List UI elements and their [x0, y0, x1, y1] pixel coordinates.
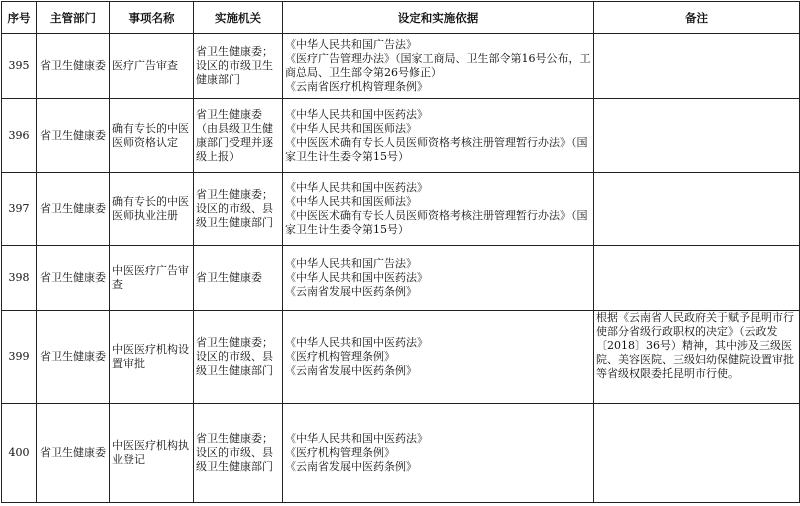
cell-dept: 省卫生健康委: [37, 173, 110, 246]
basis-line: 《云南省发展中医药条例》: [285, 460, 417, 473]
basis-line: 《中华人民共和国中医药法》: [285, 271, 428, 284]
cell-remark: [594, 34, 800, 99]
cell-remark: [594, 404, 800, 503]
cell-item: 确有专长的中医医师执业注册: [110, 173, 194, 246]
cell-item: 中医医疗机构执业登记: [110, 404, 194, 503]
basis-line: 《中华人民共和国中医药法》: [285, 432, 428, 445]
cell-basis: [283, 99, 594, 173]
table-row: [2, 404, 800, 503]
cell-agency: 省卫生健康委；设区的市级卫生健康部门: [194, 34, 283, 99]
cell-item: 医疗广告审查: [110, 34, 194, 99]
cell-remark: 根据《云南省人民政府关于赋予昆明市行使部分省级行政职权的决定》（云政发〔2018〕36号）精神，其中涉及三级医院、美容医院、三级妇幼保健院设置审批等省级权限委托昆明市行使。: [594, 311, 800, 404]
basis-line: 《云南省发展中医药条例》: [285, 364, 417, 377]
header-seq: 序号: [2, 2, 37, 34]
table-row: [2, 99, 800, 173]
cell-agency: 省卫生健康委；设区的市级、县级卫生健康部门: [194, 311, 283, 404]
cell-seq: 395: [2, 34, 37, 99]
items-table: [1, 1, 800, 503]
cell-agency: 省卫生健康委（由县级卫生健康部门受理并逐级上报）: [194, 99, 283, 173]
table-row: [2, 34, 800, 99]
header-basis: 设定和实施依据: [283, 2, 594, 34]
header-row: [2, 2, 800, 34]
basis-line: 《医疗机构管理条例》: [285, 446, 395, 459]
basis-line: 《中华人民共和国中医药法》: [285, 336, 428, 349]
cell-seq: 398: [2, 246, 37, 311]
header-agency: 实施机关: [194, 2, 283, 34]
cell-seq: 396: [2, 99, 37, 173]
cell-dept: 省卫生健康委: [37, 311, 110, 404]
cell-dept: 省卫生健康委: [37, 99, 110, 173]
basis-line: 《云南省发展中医药条例》: [285, 285, 417, 298]
cell-basis: [283, 311, 594, 404]
basis-line: 《中医医术确有专长人员医师资格考核注册管理暂行办法》（国家卫生计生委令第15号）: [285, 209, 588, 236]
header-item: 事项名称: [110, 2, 194, 34]
cell-seq: 399: [2, 311, 37, 404]
cell-basis: [283, 404, 594, 503]
cell-remark: [594, 173, 800, 246]
basis-line: 《中华人民共和国广告法》: [285, 38, 417, 51]
cell-remark: [594, 99, 800, 173]
basis-line: 《中华人民共和国医师法》: [285, 121, 417, 135]
table-row: [2, 173, 800, 246]
table-row: [2, 311, 800, 404]
basis-line: 《医疗广告管理办法》（国家工商局、卫生部令第16号公布，工商总局、卫生部令第26号修正）: [285, 52, 591, 79]
table-row: [2, 246, 800, 311]
cell-dept: 省卫生健康委: [37, 404, 110, 503]
basis-line: 《中华人民共和国医师法》: [285, 195, 417, 208]
cell-dept: 省卫生健康委: [37, 246, 110, 311]
basis-line: 《医疗机构管理条例》: [285, 350, 395, 363]
basis-line: 《中华人民共和国中医药法》: [285, 181, 428, 194]
cell-agency: 省卫生健康委: [194, 246, 283, 311]
basis-line: 《云南省医疗机构管理条例》: [285, 80, 428, 93]
cell-item: 中医医疗广告审查: [110, 246, 194, 311]
cell-remark: [594, 246, 800, 311]
header-remark: 备注: [594, 2, 800, 34]
cell-dept: 省卫生健康委: [37, 34, 110, 99]
cell-basis: [283, 246, 594, 311]
cell-agency: 省卫生健康委；设区的市级、县级卫生健康部门: [194, 173, 283, 246]
basis-line: 《中华人民共和国广告法》: [285, 257, 417, 270]
cell-seq: 400: [2, 404, 37, 503]
cell-agency: 省卫生健康委；设区的市级、县级卫生健康部门: [194, 404, 283, 503]
cell-basis: [283, 173, 594, 246]
cell-basis: [283, 34, 594, 99]
cell-item: 中医医疗机构设置审批: [110, 311, 194, 404]
basis-line: 《中华人民共和国中医药法》: [285, 107, 428, 121]
cell-item: 确有专长的中医医师资格认定: [110, 99, 194, 173]
basis-line: 《中医医术确有专长人员医师资格考核注册管理暂行办法》（国家卫生计生委令第15号）: [285, 135, 588, 163]
cell-seq: 397: [2, 173, 37, 246]
header-dept: 主管部门: [37, 2, 110, 34]
